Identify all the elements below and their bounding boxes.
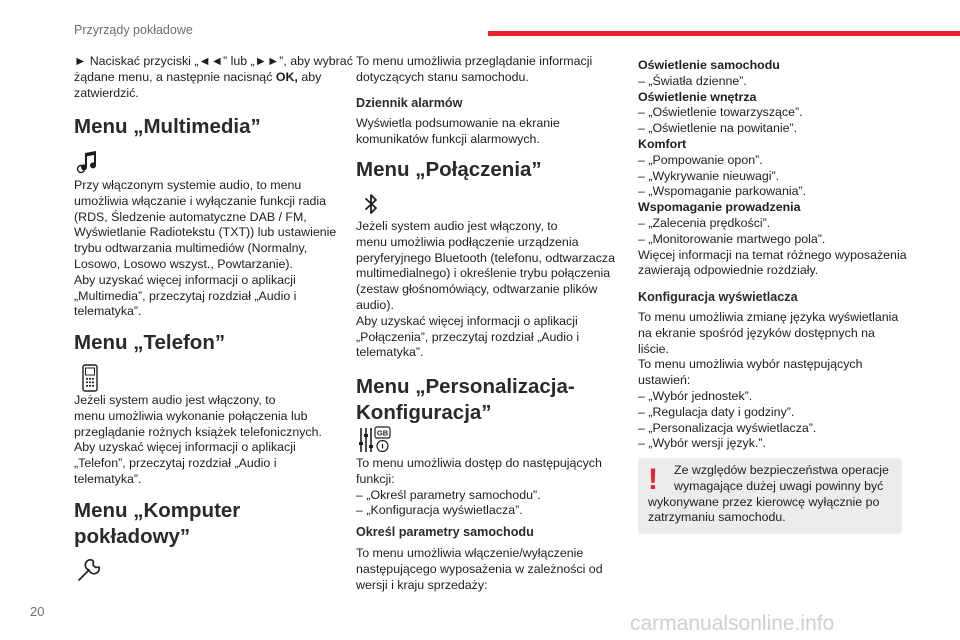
music-note-icon xyxy=(76,150,100,174)
watermark: carmanualsonline.info xyxy=(630,612,835,635)
warning-icon: ! xyxy=(648,463,658,496)
dziennik-text: Wyświetla podsumowanie na ekranie komunikatów funkcji alarmowych. xyxy=(356,116,560,146)
heading-personalizacja: Menu „Personalizacja- Konfiguracja” xyxy=(356,375,575,424)
settings-gb-icon xyxy=(358,426,392,454)
personalizacja-text: To menu umożliwia dostęp do następujących funkcji: – „Określ parametry samochodu”. – „Konfiguracja wyświetlacza”. xyxy=(356,456,602,518)
heading-komputer: Menu „Komputer pokładowy” xyxy=(74,499,241,548)
polaczenia-text: Jeżeli system audio jest włączony, to menu umożliwia podłączenie urządzenia peryferyjnego Bluetooth (telefonu, odtwarzacza multimedialnego) i określenie trybu połączenia (zestaw głośnomówiący, odtwarzanie plików audio). Aby uzyskać więcej informacji o aplikacji „Połączenia”, przeczytaj rozdział „Audio i telematyka”. xyxy=(356,219,615,360)
section-title: Przyrządy pokładowe xyxy=(74,23,193,37)
wrench-icon xyxy=(76,557,102,583)
heading-telefon: Menu „Telefon” xyxy=(74,331,226,354)
heading-multimedia: Menu „Multimedia” xyxy=(74,115,261,138)
telefon-text: Jeżeli system audio jest włączony, to menu umożliwia wykonanie połączenia lub przeglądanie rożnych książek telefonicznych. Aby uzyskać więcej informacji o aplikacji „Telefon”, przeczytaj rozdział „Audio i telematyka”. xyxy=(74,393,322,486)
page-number: 20 xyxy=(30,604,45,619)
equipment-list: Oświetlenie samochodu – „Światła dzienne”. Oświetlenie wnętrza – „Oświetlenie towarzyszące”. – „Oświetlenie na powitanie”. Komfort – „Pompowanie opon”. – „Wykrywanie nieuwagi”. – „Wspomaganie parkowania”. Wspomaganie prowadzenia – „Zalecenia prędkości”. – „Monitorowanie martwego pola”. Więcej informacji na temat różnego wyposażenia zawierają odpowiednie rozdziały. xyxy=(638,58,907,278)
konfiguracja-text: To menu umożliwia zmianę języka wyświetlania na ekranie spośród języków dostępnych na liście. To menu umożliwia wybór następujących ustawień: – „Wybór jednostek”. – „Regulacja daty i godziny”. – „Personalizacja wyświetlacza”. – „Wybór wersji język.”. xyxy=(638,310,899,451)
header-accent-bar xyxy=(488,31,960,36)
komputer-text: To menu umożliwia przeglądanie informacji dotyczących stanu samochodu. xyxy=(356,54,593,84)
intro-text: ► Naciskać przyciski „◄◄” lub „►►”, aby wybrać żądane menu, a następnie nacisnąć OK, aby zatwierdzić. xyxy=(74,54,353,100)
gb-label: GB xyxy=(376,428,389,438)
multimedia-text: Przy włączonym systemie audio, to menu umożliwia włączanie i wyłączanie funkcji radia (RDS, Śledzenie automatyczne DAB / FM, Wyświetlanie Radiotekstu (TXT)) lub ustawienie trybu odtwarzania multimediów (Normalny, Losowo, Losowo wszyst., Powtarzanie). Aby uzyskać więcej informacji o aplikacji „Multimedia”, przeczytaj rozdział „Audio i telematyka”. xyxy=(74,178,337,319)
safety-warning-box xyxy=(638,458,902,534)
heading-okresl-parametry: Określ parametry samochodu xyxy=(356,525,534,539)
phone-icon xyxy=(82,364,98,392)
heading-dziennik-alarmow: Dziennik alarmów xyxy=(356,96,463,110)
bluetooth-icon xyxy=(363,192,379,216)
okresl-text: To menu umożliwia włączenie/wyłączenie następującego wyposażenia w zależności od wersji i kraju sprzedaży: xyxy=(356,546,603,592)
warning-text: Ze względów bezpieczeństwa operacje wymagające dużej uwagi powinny być wykonywane przez kierowcę wyłącznie po zatrzymaniu samochodu. xyxy=(648,463,889,525)
heading-konfiguracja-wyswietlacza: Konfiguracja wyświetlacza xyxy=(638,290,798,304)
heading-polaczenia: Menu „Połączenia” xyxy=(356,158,542,181)
